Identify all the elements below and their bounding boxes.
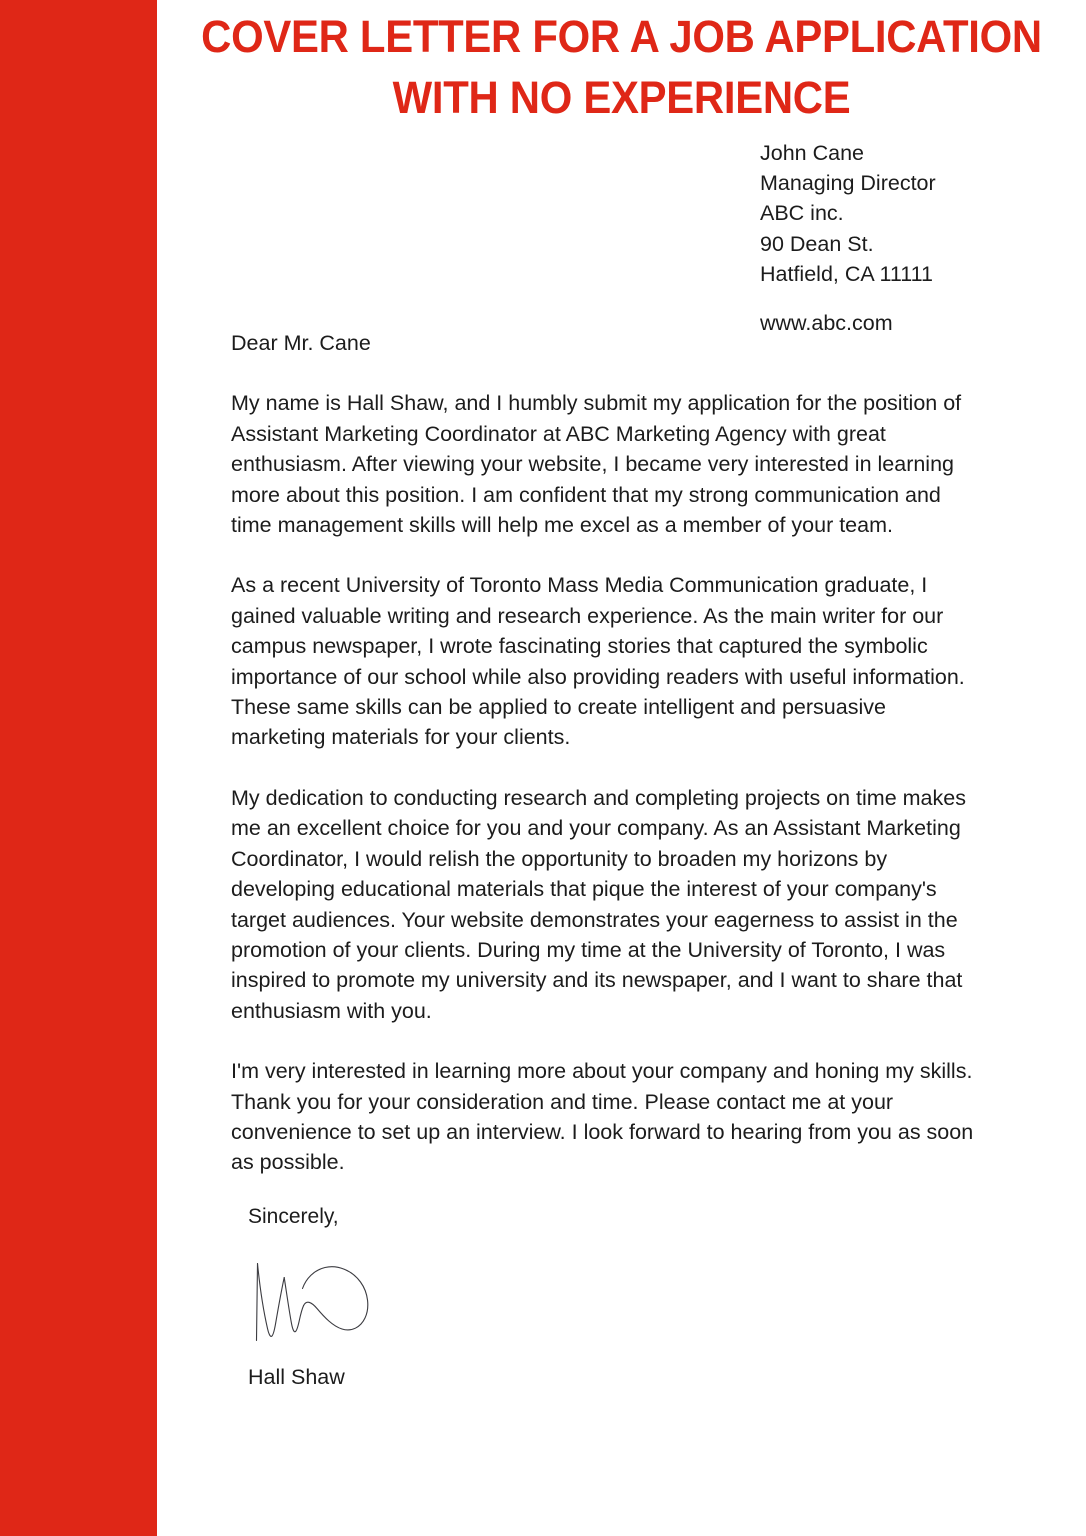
recipient-company: ABC inc. [760,201,844,226]
recipient-address-block [760,138,1060,338]
letter-paragraph: As a recent University of Toronto Mass Media Communication graduate, I gained valuable writing and research experience. As the main writer for our campus newspaper, I wrote fascinating stories that captured the symbolic importance of our school while also providing readers with useful information. These same skills can be applied to create intelligent and persuasive marketing materials for your clients. [231,573,965,750]
letter-paragraph: My dedication to conducting research and completing projects on time makes me an excellent choice for you and your company. As an Assistant Marketing Coordinator, I would relish the opportunity to broaden my horizons by developing educational materials that pique the interest of your company's target audiences. Your website demonstrates your eagerness to assist in the promotion of your clients. During my time at the University of Toronto, I was inspired to promote my university and its newspaper, and I want to share that enthusiasm with you. [231,785,966,1023]
recipient-job-title: Managing Director [760,171,936,196]
recipient-name: John Cane [760,141,864,165]
letter-closing-block [248,1203,668,1391]
document-title-line-1: COVER LETTER FOR A JOB APPLICATION [201,11,1042,62]
closing-salutation: Sincerely, [248,1205,339,1228]
document-title-line-2: WITH NO EXPERIENCE [392,72,851,123]
letter-salutation: Dear Mr. Cane [231,331,371,355]
letter-paragraph: My name is Hall Shaw, and I humbly submit my application for the position of Assistant Marketing Coordinator at ABC Marketing Agency with great enthusiasm. After viewing your website, I became very interested in learning more about this position. I am confident that my strong communication and time management skills will help me excel as a member of your team. [231,391,962,538]
recipient-city-state-zip: Hatfield, CA 11111 [760,261,933,286]
handwritten-signature-icon [248,1239,378,1347]
recipient-website: www.abc.com [760,311,893,336]
signer-name: Hall Shaw [248,1365,345,1389]
document-title [157,6,1086,128]
left-accent-bar [0,0,157,1536]
letter-body [231,328,983,1178]
recipient-street: 90 Dean St. [760,231,874,256]
letter-paragraph: I'm very interested in learning more about your company and honing my skills. Thank you for your consideration and time. Please contact me at your convenience to set up an interview. I look forward to hearing from you as soon as possible. [231,1059,974,1175]
